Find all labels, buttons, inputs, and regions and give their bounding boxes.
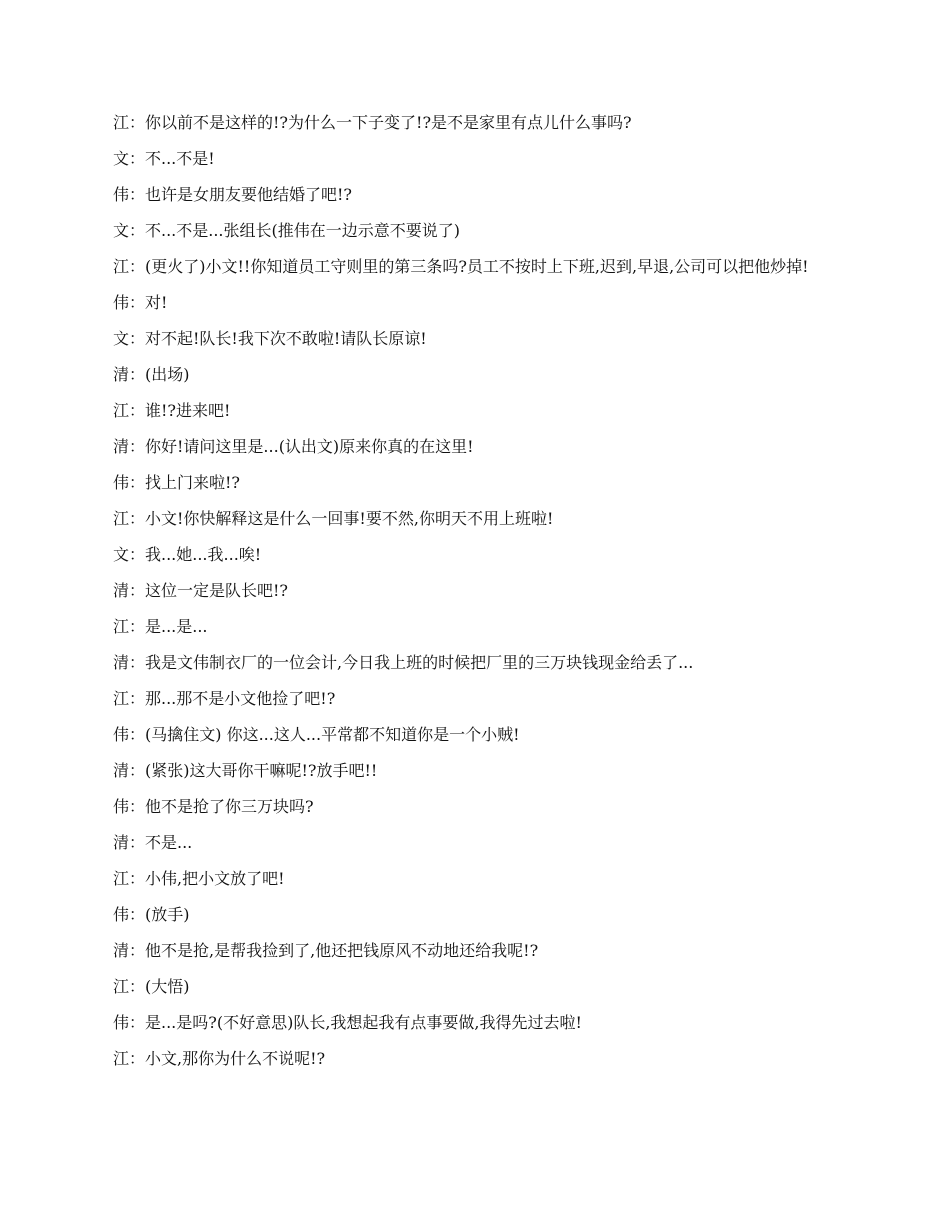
dialogue-line: 伟：(马擒住文) 你这...这人...平常都不知道你是一个小贼! — [113, 725, 520, 744]
dialogue-line: 文：对不起!队长!我下次不敢啦!请队长原谅! — [113, 329, 427, 348]
dialogue-line: 文：不...不是...张组长(推伟在一边示意不要说了) — [113, 221, 461, 240]
dialogue-line: 伟：对! — [113, 293, 168, 312]
dialogue-line: 江：小伟,把小文放了吧! — [113, 869, 285, 888]
dialogue-line: 江：(大悟) — [113, 977, 190, 996]
dialogue-line: 文：不...不是! — [113, 149, 215, 168]
dialogue-line: 伟：他不是抢了你三万块吗? — [113, 797, 314, 816]
dialogue-line: 江：小文!你快解释这是什么一回事!要不然,你明天不用上班啦! — [113, 509, 554, 528]
dialogue-line: 伟：也许是女朋友要他结婚了吧!? — [113, 185, 353, 204]
dialogue-line: 江：你以前不是这样的!?为什么一下子变了!?是不是家里有点儿什么事吗? — [113, 113, 632, 132]
dialogue-line: 江：那...那不是小文他捡了吧!? — [113, 689, 336, 708]
dialogue-line: 清：这位一定是队长吧!? — [113, 581, 289, 600]
dialogue-line: 江：(更火了)小文!!你知道员工守则里的第三条吗?员工不按时上下班,迟到,早退,公司可以把他炒掉! — [113, 257, 809, 276]
dialogue-line: 清：(紧张)这大哥你干嘛呢!?放手吧!! — [113, 761, 378, 780]
dialogue-line: 文：我...她...我...唉! — [113, 545, 262, 564]
dialogue-line: 清：(出场) — [113, 365, 190, 384]
dialogue-line: 伟：是...是吗?(不好意思)队长,我想起我有点事要做,我得先过去啦! — [113, 1013, 582, 1032]
dialogue-line: 伟：(放手) — [113, 905, 190, 924]
dialogue-line: 清：不是... — [113, 833, 193, 852]
dialogue-line: 清：我是文伟制衣厂的一位会计,今日我上班的时候把厂里的三万块钱现金给丢了... — [113, 653, 694, 672]
dialogue-line: 江：小文,那你为什么不说呢!? — [113, 1049, 326, 1068]
dialogue-line: 江：是...是... — [113, 617, 208, 636]
dialogue-line: 清：他不是抢,是帮我捡到了,他还把钱原风不动地还给我呢!? — [113, 941, 539, 960]
dialogue-line: 伟：找上门来啦!? — [113, 473, 241, 492]
script-dialogue — [113, 112, 833, 1084]
dialogue-line: 清：你好!请问这里是...(认出文)原来你真的在这里! — [113, 437, 474, 456]
dialogue-line: 江：谁!?进来吧! — [113, 401, 231, 420]
